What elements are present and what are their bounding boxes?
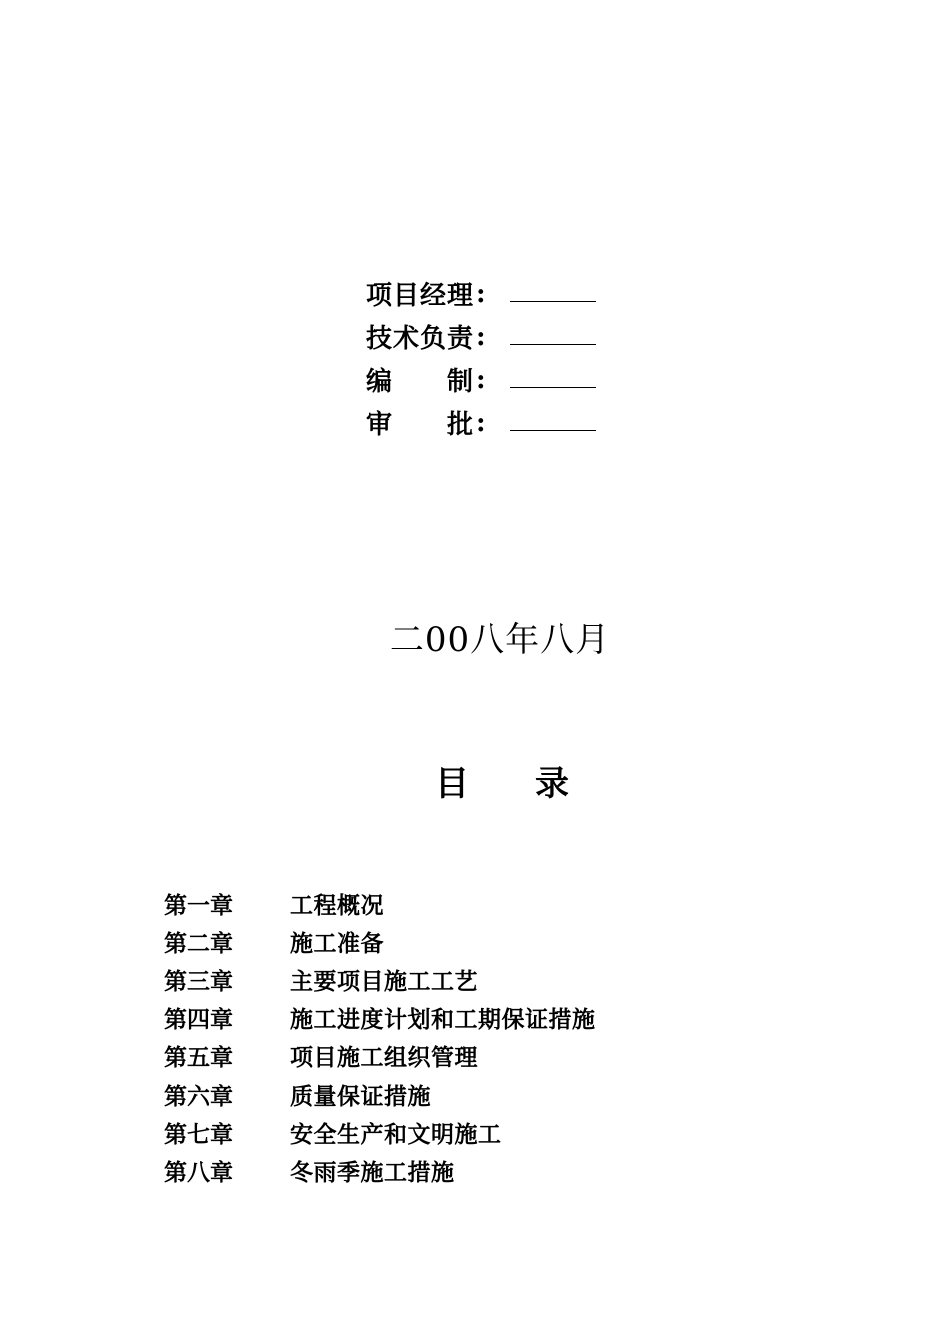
toc-item-number: 第七章 (164, 1120, 233, 1148)
toc-title (435, 756, 569, 805)
signature-blank-line (510, 430, 596, 431)
toc-item-name: 施工进度计划和工期保证措施 (290, 1006, 596, 1034)
toc-item (164, 884, 684, 922)
toc-item-number: 第六章 (164, 1082, 233, 1110)
signature-label: 技术负责 (366, 324, 475, 354)
toc-item (164, 1037, 684, 1075)
signature-colon: : (476, 321, 487, 352)
toc-title-left: 目 (435, 764, 469, 804)
toc-item-number: 第八章 (164, 1158, 233, 1186)
signature-row-technical-lead (366, 315, 606, 358)
signature-label: 编 制 (366, 367, 475, 397)
toc-item (164, 960, 684, 998)
toc-item-number: 第二章 (164, 929, 233, 957)
signature-block (366, 272, 606, 444)
signature-row-project-manager (366, 272, 606, 315)
toc-item (164, 922, 684, 960)
signature-label: 项目经理 (366, 281, 475, 311)
signature-colon: : (476, 364, 487, 395)
toc-item-number: 第五章 (164, 1044, 233, 1072)
document-date: 二00八年八月 (389, 620, 611, 660)
signature-label: 审 批 (366, 410, 475, 440)
signature-row-compiler (366, 358, 606, 401)
table-of-contents (164, 884, 684, 1190)
signature-blank-line (510, 387, 596, 388)
toc-item-number: 第一章 (164, 891, 233, 919)
signature-row-approver (366, 401, 606, 444)
toc-item-name: 主要项目施工工艺 (290, 967, 478, 995)
toc-item-name: 质量保证措施 (290, 1082, 431, 1110)
toc-item (164, 1151, 684, 1189)
toc-item-number: 第四章 (164, 1006, 233, 1034)
toc-item-name: 施工准备 (290, 929, 384, 957)
toc-item-name: 冬雨季施工措施 (290, 1158, 455, 1186)
toc-item (164, 1075, 684, 1113)
signature-colon: : (476, 407, 487, 438)
toc-title-right: 录 (535, 764, 569, 804)
toc-item (164, 999, 684, 1037)
toc-item-name: 安全生产和文明施工 (290, 1120, 502, 1148)
signature-blank-line (510, 301, 596, 302)
toc-item (164, 1113, 684, 1151)
toc-item-name: 工程概况 (290, 891, 384, 919)
toc-item-name: 项目施工组织管理 (290, 1044, 478, 1072)
toc-item-number: 第三章 (164, 967, 233, 995)
signature-colon: : (476, 278, 487, 309)
signature-blank-line (510, 344, 596, 345)
